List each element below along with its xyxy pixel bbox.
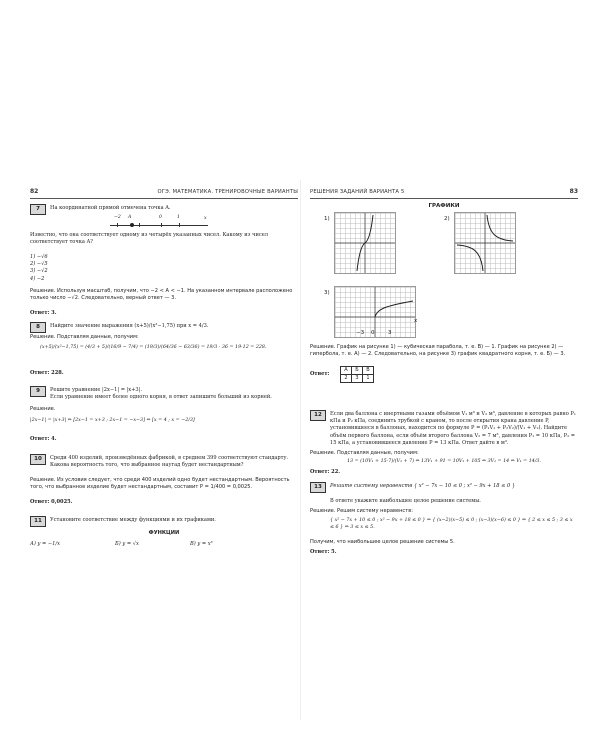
task-number: 8 bbox=[30, 322, 46, 333]
axis-label-x: x bbox=[204, 216, 207, 221]
answer-table-head: А bbox=[341, 367, 352, 375]
answer-table-value: 3 bbox=[352, 375, 363, 383]
answer-table-head: В bbox=[363, 367, 374, 375]
graph-3-plot bbox=[335, 287, 418, 337]
solution-text: Решение. График на рисунке 1) — кубическая парабола, т. е. В) — 1. График на рисунке 2) — гипербола, т. е. А) — 2. Следовательно, на рисунке 3) график квадратного корня, т. е. Б) — 3. bbox=[310, 344, 566, 358]
option-1: 1) −√6 bbox=[30, 254, 48, 260]
functions-title: ФУНКЦИИ bbox=[148, 530, 180, 536]
point-a bbox=[130, 223, 134, 227]
option-3: 3) −√2 bbox=[30, 268, 48, 275]
graph-label-1: 1) bbox=[324, 216, 330, 222]
task-question: Известно, что она соответствует одному из четырёх указанных чисел. Какому из чисел соответствует точка A? bbox=[30, 232, 268, 246]
graphs-title: ГРАФИКИ bbox=[428, 203, 460, 209]
graph-2-plot bbox=[455, 213, 515, 273]
task-10 bbox=[30, 454, 298, 514]
graph-3-sqrt bbox=[334, 286, 416, 338]
answer-table-value: 2 bbox=[341, 375, 352, 383]
graph-3-axis-x: x bbox=[414, 318, 418, 324]
coordinate-line bbox=[110, 214, 210, 230]
task-9 bbox=[30, 386, 298, 448]
tick bbox=[117, 223, 118, 227]
solution-conclusion: Получим, что наибольшее целое решение системы 5. bbox=[310, 539, 455, 545]
answer-label: Ответ: bbox=[310, 371, 330, 377]
right-page-header bbox=[310, 186, 578, 199]
solution-label: Решение. Подставляя данные, получим: bbox=[310, 450, 419, 456]
right-page bbox=[310, 186, 578, 716]
solution-label: Решение. Решим систему неравенств: bbox=[310, 508, 413, 514]
task-text-2: В ответе укажите наибольшее целое решение системы. bbox=[330, 498, 481, 504]
task-number: 12 bbox=[310, 410, 326, 421]
answer: Ответ: 3. bbox=[30, 310, 57, 316]
option-4: 4) −2 bbox=[30, 275, 45, 282]
function-c: В) y = x³ bbox=[190, 541, 213, 547]
solution-text: Решение. Из условия следует, что среди 400 изделий одно будет нестандартным. Вероятность того, что выбранное изделие будет нестандартным, составит P = 1/400 = 0,0025. bbox=[30, 477, 290, 491]
task-number: 11 bbox=[30, 516, 46, 527]
task-number: 7 bbox=[30, 204, 46, 215]
graph-3-axis-0: 0 bbox=[371, 330, 375, 336]
task-8 bbox=[30, 322, 298, 384]
task-text: Решите систему неравенств { x² − 7x − 10 ≤ 0 ; x² − 9x + 18 ≤ 0 } bbox=[330, 483, 516, 489]
solution-label: Решение. bbox=[30, 406, 56, 412]
tick bbox=[139, 223, 140, 227]
answer-table bbox=[340, 366, 374, 383]
graph-3-axis-minus-3: −3 bbox=[356, 330, 365, 336]
options-list bbox=[30, 254, 48, 283]
answer-table-head: Б bbox=[352, 367, 363, 375]
function-a: А) y = −1/x bbox=[30, 541, 60, 547]
solution-label: Решение. Подставляя данные, получим: bbox=[30, 334, 139, 340]
graph-1-plot bbox=[335, 213, 395, 273]
page-number: 83 bbox=[569, 188, 578, 195]
answer: Ответ: 4. bbox=[30, 436, 57, 442]
graph-label-2: 2) bbox=[444, 216, 450, 222]
task-12 bbox=[310, 410, 578, 476]
solution-formula: { x² − 7x + 10 ≤ 0 ; x² − 9x + 18 ≤ 0 } ⇔ { (x−2)(x−5) ≤ 0 ; (x−3)(x−6) ≤ 0 } ⇔ { 2 ≤ x ≤ 5 ; 3 ≤ x ≤ 6 } ⇔ 3 ≤ x ≤ 5. bbox=[330, 518, 573, 531]
tick bbox=[161, 223, 162, 227]
task-text: Найдите значение выражения (x+5)/(x²−1,75) при x = 4/3. bbox=[50, 323, 209, 329]
tick bbox=[179, 223, 180, 227]
task-number: 13 bbox=[310, 482, 326, 493]
graph-3-axis-3: 3 bbox=[388, 330, 392, 336]
header-title: РЕШЕНИЯ ЗАДАНИЙ ВАРИАНТА 5 bbox=[310, 189, 405, 195]
task-number: 10 bbox=[30, 454, 46, 465]
book-gutter bbox=[300, 180, 301, 720]
answer: Ответ: 22. bbox=[310, 469, 341, 475]
task-number: 9 bbox=[30, 386, 46, 397]
task-7 bbox=[30, 204, 298, 324]
solution-text: Решение. Используя масштаб, получим, что −2 < A < −1. На указанном интервале расположено только число −√2. Следовательно, верный ответ — 3. bbox=[30, 288, 293, 302]
task-11 bbox=[30, 516, 298, 566]
left-page bbox=[30, 186, 298, 716]
solution-formula: 13 = (10V₁ + 15·7)/(V₁ + 7) ⇔ 13V₁ + 91 = 10V₁ + 105 ⇔ 3V₁ = 14 ⇔ V₁ = 14/3. bbox=[346, 459, 542, 464]
graph-label-3: 3) bbox=[324, 290, 330, 296]
answer: Ответ: 228. bbox=[30, 370, 64, 376]
graph-2-hyperbola bbox=[454, 212, 516, 274]
header-title: ОГЭ. МАТЕМАТИКА. ТРЕНИРОВОЧНЫЕ ВАРИАНТЫ bbox=[157, 189, 298, 195]
axis-label-a: A bbox=[128, 215, 132, 220]
axis-label-0: 0 bbox=[159, 215, 162, 220]
task-text: На координатной прямой отмечена точка A. bbox=[50, 205, 171, 211]
task-text: Среди 400 изделий, произведённых фабрикой, в среднем 399 соответствуют стандарту. Какова вероятность того, что выбранное наугад будет нестандартным? bbox=[50, 455, 289, 469]
solution-formula: |2x−1| = |x+3| ⇔ [2x−1 = x+3 ; 2x−1 = −x−3] ⇔ [x = 4 ; x = −2/3] bbox=[30, 418, 195, 423]
page-number: 82 bbox=[30, 188, 39, 195]
axis-line bbox=[110, 225, 208, 226]
option-2: 2) −√5 bbox=[30, 261, 48, 268]
task-13 bbox=[310, 482, 578, 592]
task-11-solution bbox=[310, 344, 578, 384]
left-page-header bbox=[30, 186, 298, 199]
function-b: Б) y = √x bbox=[115, 541, 139, 547]
solution-formula: (x+5)/(x²−1,75) = (4/3 + 5)/(16/9 − 7/4) = (19/3)/(64/36 − 63/36) = 19/3 · 36 = 19·12 = 228. bbox=[40, 345, 267, 350]
axis-label-minus-2: −2 bbox=[114, 215, 121, 220]
task-text: Если два баллона с инертными газами объёмом V₁ м³ и V₂ м³, давление в которых равно P₁ кПа и P₂ кПа, соединить трубкой с краном, то после открытия крана давление P, установившееся в баллонах, находится по формуле P = (P₁V₁ + P₂V₂)/(V₁ + V₂). Найдите объём первого баллона, если объём второго баллона V₂ = 7 м³, давления P₁ = 10 кПа, P₂ = 15 кПа, а установившееся давление P = 13 кПа. Ответ дайте в м³. bbox=[330, 411, 576, 446]
answer: Ответ: 0,0025. bbox=[30, 499, 73, 505]
answer-table-value: 1 bbox=[363, 375, 374, 383]
task-text: Решите уравнение |2x−1| = |x+3|. Если уравнение имеет более одного корня, в ответ запишите больший из корней. bbox=[50, 387, 272, 401]
graph-1-cubic bbox=[334, 212, 396, 274]
answer: Ответ: 5. bbox=[310, 549, 337, 555]
task-text: Установите соответствие между функциями и их графиками. bbox=[50, 517, 216, 523]
axis-label-1: 1 bbox=[177, 215, 180, 220]
